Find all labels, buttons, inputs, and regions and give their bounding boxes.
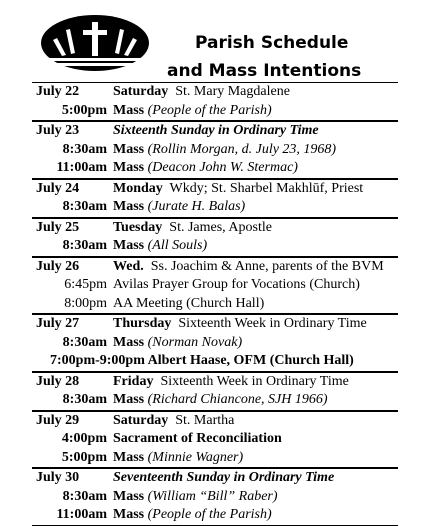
event-row xyxy=(32,506,398,526)
event-row xyxy=(32,141,398,160)
event-row xyxy=(32,159,398,179)
date-label: July 27 xyxy=(36,316,80,331)
event-text: (People of the Parish) xyxy=(147,507,272,522)
day-header-row xyxy=(32,218,398,238)
event-text: (People of the Parish) xyxy=(147,102,272,118)
day-header-row xyxy=(32,411,398,431)
event-text: Mass xyxy=(113,334,148,350)
date-label: July 23 xyxy=(36,123,80,138)
event-description xyxy=(113,391,328,410)
event-text: Avilas Prayer Group for Vocations (Church) xyxy=(113,277,360,292)
event-text: Sacrament of Reconciliation xyxy=(113,431,282,446)
observance-text: Sixteenth Week in Ordinary Time xyxy=(153,373,349,389)
event-row xyxy=(32,334,398,353)
event-description xyxy=(113,295,264,314)
day-header-row xyxy=(32,82,398,102)
event-description xyxy=(113,488,278,507)
event-text: (All Souls) xyxy=(147,238,208,253)
event-row xyxy=(32,102,398,122)
event-description xyxy=(113,449,243,468)
observance-text: Tuesday xyxy=(113,219,163,235)
observance-text: St. Martha xyxy=(168,412,235,428)
day-header-row xyxy=(32,121,398,141)
event-text: Mass xyxy=(113,102,148,118)
day-observance xyxy=(113,122,319,141)
event-text: Mass xyxy=(113,238,148,253)
event-text: (Deacon John W. Stermac) xyxy=(147,160,298,175)
event-text: (William “Bill” Raber) xyxy=(147,488,278,504)
observance-text: St. James, Apostle xyxy=(162,219,272,235)
observance-text: Seventeenth Sunday in Ordinary Time xyxy=(113,470,335,485)
day-observance xyxy=(113,258,384,277)
event-text: (Norman Novak) xyxy=(147,334,243,350)
event-time: 5:00pm xyxy=(61,449,107,465)
event-description xyxy=(113,102,272,121)
observance-text: Sixteenth Sunday in Ordinary Time xyxy=(113,123,319,138)
event-description xyxy=(113,430,282,449)
event-time: 5:00pm xyxy=(61,102,107,118)
day-observance xyxy=(113,469,334,488)
date-label: July 24 xyxy=(36,180,80,196)
event-text: (Minnie Wagner) xyxy=(147,449,244,465)
date-label: July 28 xyxy=(36,373,80,389)
header xyxy=(0,0,430,84)
cross-with-rays-icon xyxy=(40,14,150,72)
event-text: Mass xyxy=(113,488,148,504)
day-observance xyxy=(113,373,349,392)
day-header-row xyxy=(32,257,398,277)
event-time: 11:00am xyxy=(56,160,107,175)
day-observance xyxy=(113,83,290,102)
event-text: Mass xyxy=(113,449,148,465)
event-text: Mass xyxy=(113,160,148,175)
event-time: 11:00am xyxy=(56,507,107,522)
observance-text: St. Mary Magdalene xyxy=(168,84,290,99)
date-label: July 26 xyxy=(36,258,80,274)
schedule-table xyxy=(32,82,398,526)
day-header-row xyxy=(32,372,398,392)
event-description xyxy=(113,198,245,217)
event-time: 8:30am xyxy=(62,199,107,214)
title-line-2: and Mass Intentions xyxy=(167,61,362,81)
event-description xyxy=(113,141,336,160)
event-row xyxy=(32,430,398,449)
day-observance xyxy=(113,412,234,431)
event-time: 8:30am xyxy=(62,141,107,157)
event-time: 4:00pm xyxy=(61,431,107,446)
day-observance xyxy=(113,315,367,334)
event-full-text: 7:00pm-9:00pm Albert Haase, OFM (Church Hall) xyxy=(50,353,354,368)
date-label: July 22 xyxy=(36,84,80,99)
day-header-row xyxy=(32,179,398,199)
event-time: 8:30am xyxy=(62,238,107,253)
event-description xyxy=(113,334,242,353)
observance-text: Thursday xyxy=(113,316,172,331)
event-text: (Richard Chiancone, SJH 1966) xyxy=(147,392,328,407)
observance-text: Saturday xyxy=(113,412,169,428)
event-row xyxy=(32,352,398,372)
observance-text: Saturday xyxy=(113,84,169,99)
observance-text: Wkdy; St. Sharbel Makhlūf, Priest xyxy=(162,180,364,196)
event-time: 6:45pm xyxy=(64,277,107,292)
event-row xyxy=(32,488,398,507)
event-row xyxy=(32,449,398,469)
event-time: 8:30am xyxy=(62,334,107,350)
event-row xyxy=(32,276,398,295)
event-text: Mass xyxy=(113,392,148,407)
event-text: Mass xyxy=(113,141,148,157)
day-observance xyxy=(113,180,363,199)
event-text: Mass xyxy=(113,199,148,214)
day-header-row xyxy=(32,468,398,488)
event-text: (Rollin Morgan, d. July 23, 1968) xyxy=(147,141,337,157)
event-time: 8:00pm xyxy=(64,295,107,311)
observance-text: Monday xyxy=(113,180,163,196)
event-row xyxy=(32,295,398,315)
day-observance xyxy=(113,219,272,238)
date-label: July 29 xyxy=(36,412,80,428)
day-header-row xyxy=(32,314,398,334)
event-row xyxy=(32,237,398,257)
event-time: 8:30am xyxy=(62,488,107,504)
event-text: AA Meeting (Church Hall) xyxy=(113,295,265,311)
observance-text: Friday xyxy=(113,373,154,389)
observance-text: Wed. xyxy=(113,258,144,274)
event-row xyxy=(32,198,398,218)
date-label: July 30 xyxy=(36,470,80,485)
observance-text: Ss. Joachim & Anne, parents of the BVM xyxy=(143,258,384,274)
event-time: 8:30am xyxy=(62,392,107,407)
date-label: July 25 xyxy=(36,219,80,235)
event-description xyxy=(113,237,207,256)
event-description xyxy=(113,506,272,525)
event-description xyxy=(113,276,360,295)
observance-text: Sixteenth Week in Ordinary Time xyxy=(171,316,367,331)
title-line-1: Parish Schedule xyxy=(195,33,349,53)
event-description xyxy=(113,159,298,178)
event-text: Mass xyxy=(113,507,148,522)
event-row xyxy=(32,391,398,411)
event-text: (Jurate H. Balas) xyxy=(147,199,246,214)
